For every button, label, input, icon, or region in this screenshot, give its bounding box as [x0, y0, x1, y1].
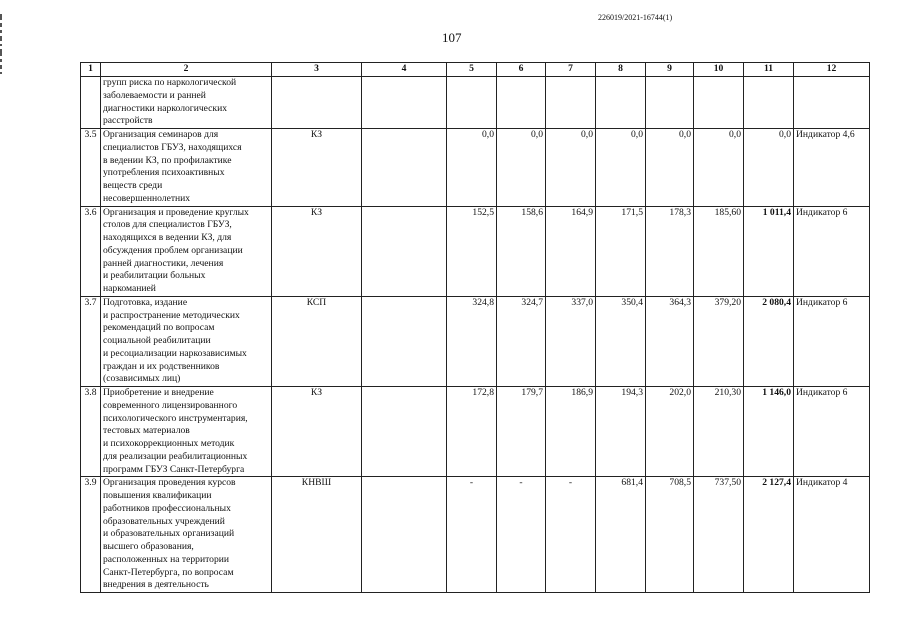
activity-name: Организация и проведение круглых столов для специалистов ГБУЗ, находящихся в ведении КЗ, для обсуждения проблем организации ранней диагностики, лечения и реабилитации больных наркоманией — [101, 206, 272, 296]
value-col-6 — [497, 77, 546, 129]
page-number: 107 — [442, 30, 462, 45]
value-col-9: 0,0 — [646, 129, 694, 207]
value-col-10: 0,0 — [694, 129, 744, 207]
column-4-value — [362, 129, 447, 207]
activity-name: Организация проведения курсов повышения квалификации работников профессиональных образовательных учреждений и образовательных организаций высшего образования, расположенных на территории Санкт-Петербурга, по вопросам внедрения в деятельность — [101, 477, 272, 593]
column-header: 8 — [596, 63, 646, 77]
total-value: 0,0 — [744, 129, 794, 207]
row-number — [81, 77, 101, 129]
value-col-5: 0,0 — [447, 129, 497, 207]
row-number: 3.9 — [81, 477, 101, 593]
column-header: 3 — [272, 63, 362, 77]
total-value: 1 011,4 — [744, 206, 794, 296]
executor: КЗ — [272, 387, 362, 477]
column-4-value — [362, 206, 447, 296]
executor: КНВШ — [272, 477, 362, 593]
indicator: Индикатор 6 — [794, 296, 870, 386]
value-col-8: 194,3 — [596, 387, 646, 477]
column-4-value — [362, 477, 447, 593]
value-col-8: 171,5 — [596, 206, 646, 296]
column-header: 7 — [546, 63, 596, 77]
value-col-6: 324,7 — [497, 296, 546, 386]
value-col-7: 337,0 — [546, 296, 596, 386]
column-header: 10 — [694, 63, 744, 77]
activity-name: Организация семинаров для специалистов ГБУЗ, находящихся в ведении КЗ, по профилактике употребления психоактивных веществ среди несовершеннолетних — [101, 129, 272, 207]
value-col-9 — [646, 77, 694, 129]
column-header: 11 — [744, 63, 794, 77]
table-row — [81, 206, 870, 296]
row-number: 3.8 — [81, 387, 101, 477]
activity-name: Подготовка, издание и распространение методических рекомендаций по вопросам социальной реабилитации и ресоциализации наркозависимых граждан и их родственников (созависимых лиц) — [101, 296, 272, 386]
executor: КСП — [272, 296, 362, 386]
value-col-6: 158,6 — [497, 206, 546, 296]
indicator: Индикатор 6 — [794, 387, 870, 477]
value-col-8: 350,4 — [596, 296, 646, 386]
value-col-7: 0,0 — [546, 129, 596, 207]
executor: КЗ — [272, 206, 362, 296]
column-4-value — [362, 296, 447, 386]
indicator — [794, 77, 870, 129]
value-col-7: - — [546, 477, 596, 593]
column-header: 1 — [81, 63, 101, 77]
value-col-8: 681,4 — [596, 477, 646, 593]
value-col-6: 179,7 — [497, 387, 546, 477]
value-col-6: 0,0 — [497, 129, 546, 207]
indicator: Индикатор 4 — [794, 477, 870, 593]
value-col-8: 0,0 — [596, 129, 646, 207]
row-number: 3.6 — [81, 206, 101, 296]
value-col-10: 737,50 — [694, 477, 744, 593]
table-row — [81, 296, 870, 386]
executor — [272, 77, 362, 129]
table-row — [81, 477, 870, 593]
column-header: 9 — [646, 63, 694, 77]
value-col-5: - — [447, 477, 497, 593]
column-4-value — [362, 387, 447, 477]
scan-margin-mark — [0, 14, 5, 214]
column-4-value — [362, 77, 447, 129]
column-header: 4 — [362, 63, 447, 77]
column-header: 2 — [101, 63, 272, 77]
value-col-9: 178,3 — [646, 206, 694, 296]
value-col-10: 185,60 — [694, 206, 744, 296]
value-col-10: 210,30 — [694, 387, 744, 477]
indicator: Индикатор 6 — [794, 206, 870, 296]
executor: КЗ — [272, 129, 362, 207]
table-row — [81, 129, 870, 207]
row-number: 3.5 — [81, 129, 101, 207]
value-col-5: 152,5 — [447, 206, 497, 296]
total-value: 2 080,4 — [744, 296, 794, 386]
value-col-9: 364,3 — [646, 296, 694, 386]
value-col-5 — [447, 77, 497, 129]
value-col-5: 324,8 — [447, 296, 497, 386]
value-col-5: 172,8 — [447, 387, 497, 477]
value-col-9: 708,5 — [646, 477, 694, 593]
value-col-7: 164,9 — [546, 206, 596, 296]
table-row — [81, 77, 870, 129]
table-row — [81, 387, 870, 477]
program-table — [80, 62, 870, 593]
column-header: 5 — [447, 63, 497, 77]
total-value: 2 127,4 — [744, 477, 794, 593]
column-header: 12 — [794, 63, 870, 77]
value-col-9: 202,0 — [646, 387, 694, 477]
indicator: Индикатор 4,6 — [794, 129, 870, 207]
value-col-10: 379,20 — [694, 296, 744, 386]
value-col-6: - — [497, 477, 546, 593]
activity-name: Приобретение и внедрение современного лицензированного психологического инструментария, тестовых материалов и психокоррекционных методик для реализации реабилитационных программ ГБУЗ Санкт-Петербурга — [101, 387, 272, 477]
table-header-row — [81, 63, 870, 77]
total-value: 1 146,0 — [744, 387, 794, 477]
activity-name: групп риска по наркологической заболеваемости и ранней диагностики наркологических расстройств — [101, 77, 272, 129]
value-col-10 — [694, 77, 744, 129]
document-id: 226019/2021-16744(1) — [598, 13, 673, 22]
total-value — [744, 77, 794, 129]
value-col-8 — [596, 77, 646, 129]
row-number: 3.7 — [81, 296, 101, 386]
value-col-7 — [546, 77, 596, 129]
value-col-7: 186,9 — [546, 387, 596, 477]
column-header: 6 — [497, 63, 546, 77]
